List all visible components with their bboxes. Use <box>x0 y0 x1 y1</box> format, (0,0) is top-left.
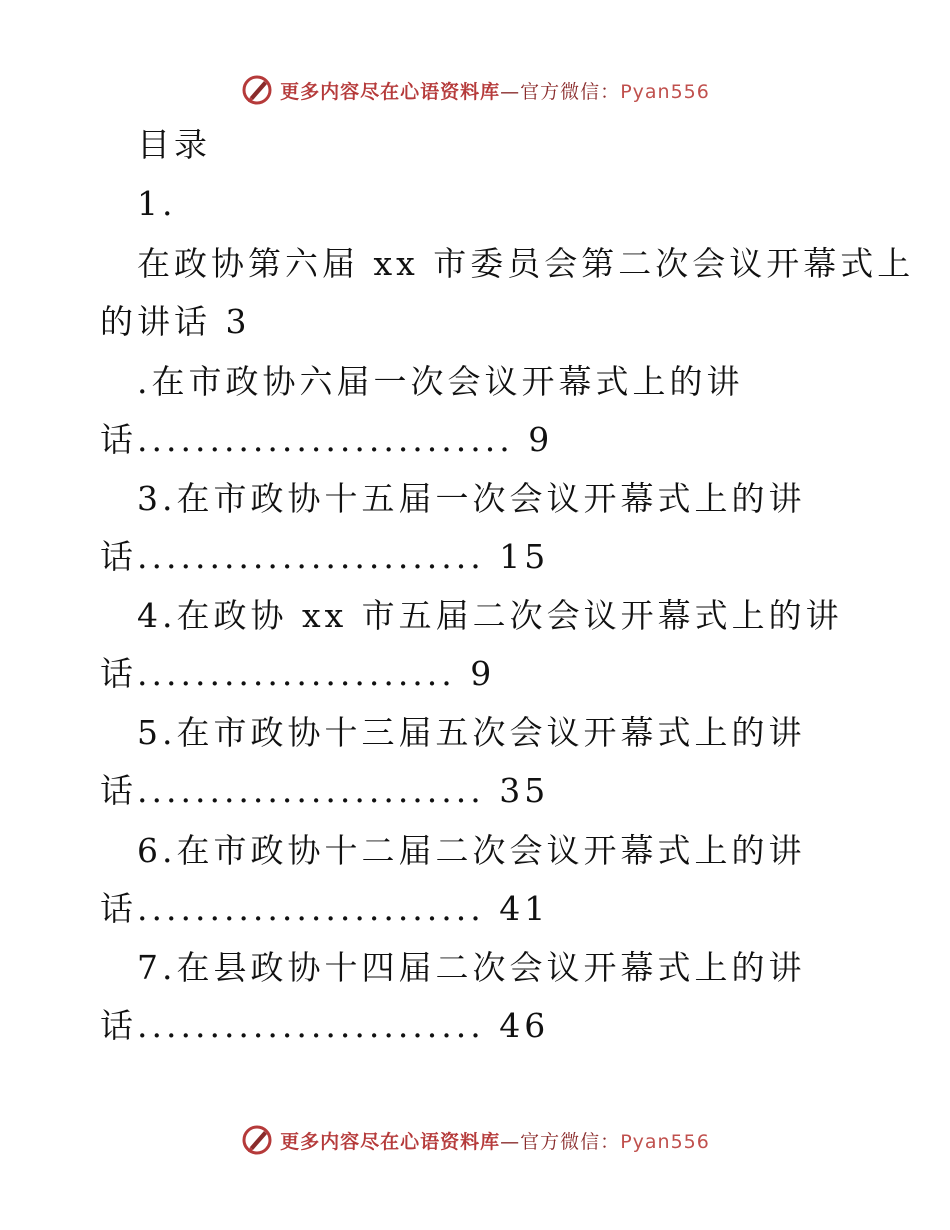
toc-entry-5-line2: 话........................ 35 <box>100 771 550 810</box>
footer-banner <box>0 1120 950 1160</box>
banner-wechat-label: —官方微信： <box>500 80 621 103</box>
toc-entry-2-line2: 话.......................... 9 <box>100 420 554 459</box>
toc-entry-1-line1: 在政协第六届 xx 市委员会第二次会议开幕式上 <box>137 244 915 283</box>
toc-entry-1-line2: 的讲话 3 <box>100 302 251 341</box>
toc-entry-3-line1: 3.在市政协十五届一次会议开幕式上的讲 <box>137 479 806 518</box>
toc-entry-5-line1: 5.在市政协十三届五次会议开幕式上的讲 <box>137 713 806 752</box>
toc-title: 目录 <box>137 125 211 164</box>
toc-entry-6-line1: 6.在市政协十二届二次会议开幕式上的讲 <box>137 831 806 870</box>
banner-wechat-id: Pyan556 <box>620 80 710 103</box>
footer-banner-text <box>280 1127 710 1154</box>
pen-logo-icon <box>240 1123 274 1157</box>
toc-entry-2-line1: .在市政协六届一次会议开幕式上的讲 <box>137 362 744 401</box>
toc-entry-6-line2: 话........................ 41 <box>100 889 550 928</box>
toc-entry-3-line2: 话........................ 15 <box>100 537 550 576</box>
toc-entry-7-line2: 话........................ 46 <box>100 1006 550 1045</box>
footer-banner-content <box>240 1123 710 1157</box>
toc-entry-4-line2: 话...................... 9 <box>100 654 496 693</box>
banner-wechat-label: —官方微信： <box>500 1130 621 1153</box>
banner-site-name: 更多内容尽在心语资料库 <box>280 1130 501 1153</box>
toc-entry-7-line1: 7.在县政协十四届二次会议开幕式上的讲 <box>137 948 806 987</box>
toc-first-number: 1. <box>137 184 177 223</box>
banner-site-name: 更多内容尽在心语资料库 <box>280 80 501 103</box>
toc-entry-4-line1: 4.在政协 xx 市五届二次会议开幕式上的讲 <box>137 596 843 635</box>
banner-wechat-id: Pyan556 <box>620 1130 710 1153</box>
